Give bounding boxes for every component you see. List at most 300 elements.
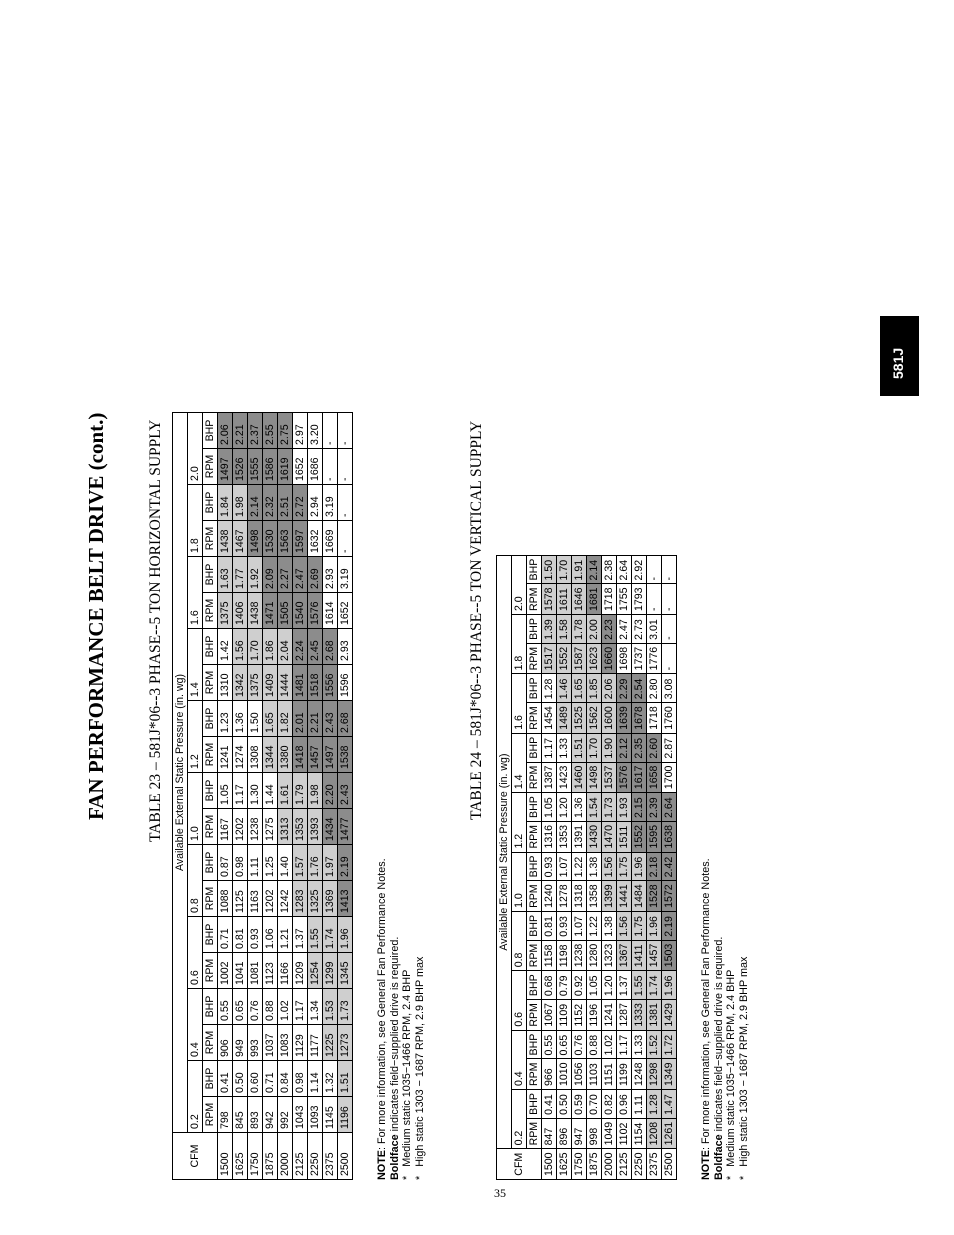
bhp-value: 2.35 — [632, 733, 647, 762]
pressure-header: 1.2 — [512, 793, 527, 852]
rpm-value: 1254 — [308, 953, 323, 989]
rpm-value: 1556 — [323, 665, 338, 701]
cfm-value: 2375 — [323, 1133, 338, 1180]
bhp-value: 2.43 — [323, 701, 338, 737]
bhp-value: - — [662, 615, 677, 644]
bhp-value: 1.20 — [602, 971, 617, 1000]
bhp-value: 0.98 — [233, 845, 248, 881]
pressure-group-header: Available External Static Pressure (in. wg) — [497, 555, 512, 1149]
rpm-value: 1638 — [662, 821, 677, 852]
rpm-value: 1429 — [662, 1000, 677, 1031]
bhp-value: 1.07 — [557, 852, 572, 881]
bhp-header: BHP — [527, 1030, 542, 1059]
bhp-value: 0.55 — [218, 989, 233, 1025]
bhp-value: 1.28 — [647, 1090, 662, 1119]
rpm-value: 1526 — [233, 449, 248, 485]
rpm-value: 1199 — [617, 1059, 632, 1090]
bhp-value: - — [323, 413, 338, 449]
rpm-value: 1639 — [617, 703, 632, 734]
bhp-value: 2.20 — [323, 773, 338, 809]
bhp-header: BHP — [203, 989, 218, 1025]
rpm-value: 1481 — [293, 665, 308, 701]
cfm-value: 2500 — [662, 1149, 677, 1180]
rpm-value: 1299 — [323, 953, 338, 989]
bhp-header: BHP — [527, 674, 542, 703]
note-line: NOTE: For more information, see General Fan Performance Notes. — [376, 858, 388, 1180]
bhp-value: 2.27 — [278, 557, 293, 593]
rpm-value: 1152 — [572, 1000, 587, 1031]
header-row-group — [497, 555, 512, 1179]
rpm-value: 1344 — [263, 737, 278, 773]
bhp-value: 1.76 — [308, 845, 323, 881]
rpm-value: 1470 — [602, 821, 617, 852]
rpm-value: 1518 — [308, 665, 323, 701]
pressure-header: 1.4 — [188, 629, 203, 701]
bhp-value: 0.76 — [248, 989, 263, 1025]
rpm-value: 1617 — [632, 762, 647, 793]
bhp-value: 2.45 — [308, 629, 323, 665]
table-23-notes — [376, 858, 426, 1180]
rpm-value: 1387 — [542, 762, 557, 793]
bhp-header: BHP — [203, 485, 218, 521]
bhp-value: 1.74 — [323, 917, 338, 953]
rpm-value: 1576 — [308, 593, 323, 629]
bhp-value: 2.47 — [617, 615, 632, 644]
rpm-header: RPM — [203, 953, 218, 989]
rpm-value: 1399 — [602, 881, 617, 912]
bhp-value: 2.51 — [278, 485, 293, 521]
cfm-header: CFM — [173, 1133, 218, 1180]
bhp-value: 1.17 — [233, 773, 248, 809]
rpm-value: - — [338, 521, 353, 557]
pressure-header: 2.0 — [512, 555, 527, 614]
rpm-value: 1669 — [323, 521, 338, 557]
rpm-value: 1562 — [587, 703, 602, 734]
rpm-value: 1587 — [572, 643, 587, 674]
bhp-value: 1.78 — [572, 615, 587, 644]
bhp-value: 1.70 — [557, 555, 572, 584]
rpm-value: 1102 — [617, 1118, 632, 1149]
bhp-value: 1.42 — [218, 629, 233, 665]
cfm-value: 2125 — [617, 1149, 632, 1180]
rpm-header: RPM — [527, 1059, 542, 1090]
bhp-value: 1.07 — [572, 911, 587, 940]
rpm-value: 1158 — [542, 940, 557, 971]
bhp-value: - — [338, 413, 353, 449]
rpm-value: 1511 — [617, 821, 632, 852]
rpm-value: 1167 — [218, 809, 233, 845]
rpm-header: RPM — [527, 643, 542, 674]
bhp-value: 0.79 — [557, 971, 572, 1000]
rpm-value: 1325 — [308, 881, 323, 917]
rpm-value: 1088 — [218, 881, 233, 917]
rpm-value: 1776 — [647, 643, 662, 674]
rpm-value: 1600 — [602, 703, 617, 734]
bhp-value: 1.17 — [617, 1030, 632, 1059]
bhp-value: 1.72 — [662, 1030, 677, 1059]
rpm-value: 1375 — [218, 593, 233, 629]
pressure-header: 1.6 — [188, 557, 203, 629]
rpm-value: 1489 — [557, 703, 572, 734]
rpm-value: 1576 — [617, 762, 632, 793]
bhp-value: 1.55 — [632, 971, 647, 1000]
high-static-line: * High static 1303 − 1687 RPM, 2.9 BHP max — [413, 956, 426, 1180]
pressure-header: 1.0 — [512, 852, 527, 911]
rpm-value: 1441 — [617, 881, 632, 912]
rpm-value: 1353 — [293, 809, 308, 845]
rpm-value: 1049 — [602, 1118, 617, 1149]
bhp-value: 1.73 — [338, 989, 353, 1025]
bhp-value: 1.47 — [662, 1090, 677, 1119]
table-row — [278, 413, 293, 1180]
table-row — [557, 555, 572, 1179]
rpm-header: RPM — [527, 881, 542, 912]
bhp-value: 1.54 — [587, 793, 602, 822]
rpm-value: 1528 — [647, 881, 662, 912]
rpm-header: RPM — [203, 881, 218, 917]
rpm-value: 1145 — [323, 1097, 338, 1133]
rpm-value: 1369 — [323, 881, 338, 917]
bhp-value: 0.93 — [248, 917, 263, 953]
rpm-value: 1681 — [587, 584, 602, 615]
bhp-value: 2.19 — [338, 845, 353, 881]
fan-performance-table-horizontal — [172, 412, 353, 1180]
table-row — [662, 555, 677, 1179]
bhp-value: 0.81 — [233, 917, 248, 953]
bhp-value: 1.56 — [617, 911, 632, 940]
rpm-value: 1572 — [662, 881, 677, 912]
table-row — [617, 555, 632, 1179]
bhp-value: 1.73 — [602, 793, 617, 822]
bhp-value: 0.41 — [542, 1090, 557, 1119]
table-row — [263, 413, 278, 1180]
table-24-wrapper — [496, 555, 677, 1180]
rpm-value: 1454 — [542, 703, 557, 734]
bhp-header: BHP — [203, 1061, 218, 1097]
rpm-value: 1595 — [647, 821, 662, 852]
rpm-value: 1154 — [632, 1118, 647, 1149]
rpm-value: 1283 — [293, 881, 308, 917]
cfm-value: 2000 — [278, 1133, 293, 1180]
rpm-value: 1646 — [572, 584, 587, 615]
pressure-header: 0.4 — [188, 989, 203, 1061]
pressure-header: 0.8 — [512, 911, 527, 970]
rpm-value: 845 — [233, 1097, 248, 1133]
bhp-value: 2.68 — [323, 629, 338, 665]
bhp-value: 2.72 — [293, 485, 308, 521]
bhp-header: BHP — [527, 911, 542, 940]
bhp-value: 1.50 — [542, 555, 557, 584]
bhp-value: 0.96 — [617, 1090, 632, 1119]
boldface-line: Boldface indicates field−supplied drive is required. — [712, 936, 725, 1180]
cfm-value: 1750 — [248, 1133, 263, 1180]
table-23-wrapper — [172, 412, 353, 1180]
table-24-title: TABLE 24 – 581J*06--3 PHASE--5 TON VERTICAL SUPPLY — [468, 420, 485, 820]
pressure-header: 1.4 — [512, 733, 527, 792]
rpm-value: 1278 — [557, 881, 572, 912]
rpm-value: - — [662, 643, 677, 674]
bhp-value: 0.98 — [293, 1061, 308, 1097]
cfm-value: 1625 — [233, 1133, 248, 1180]
bhp-value: 1.30 — [248, 773, 263, 809]
rpm-value: - — [338, 449, 353, 485]
bhp-value: 2.21 — [308, 701, 323, 737]
rpm-value: 1274 — [233, 737, 248, 773]
rpm-value: 1067 — [542, 1000, 557, 1031]
rpm-header: RPM — [527, 703, 542, 734]
rpm-value: 1381 — [647, 1000, 662, 1031]
rpm-value: 1313 — [278, 809, 293, 845]
rpm-value: 1457 — [647, 940, 662, 971]
rpm-value: 1457 — [308, 737, 323, 773]
rpm-value: 1240 — [542, 881, 557, 912]
bhp-value: 2.42 — [662, 852, 677, 881]
table-row — [338, 413, 353, 1180]
rpm-value: 1202 — [233, 809, 248, 845]
bhp-value: 2.69 — [308, 557, 323, 593]
table-row — [323, 413, 338, 1180]
rpm-value: 1081 — [248, 953, 263, 989]
rpm-value: 1498 — [587, 762, 602, 793]
bhp-value: 1.79 — [293, 773, 308, 809]
bhp-value: 1.75 — [617, 852, 632, 881]
table-24-notes — [700, 858, 750, 1180]
rpm-value: 1002 — [218, 953, 233, 989]
bhp-value: 0.60 — [248, 1061, 263, 1097]
bhp-value: 1.14 — [308, 1061, 323, 1097]
bhp-value: 1.37 — [617, 971, 632, 1000]
table-row — [308, 413, 323, 1180]
bhp-header: BHP — [527, 615, 542, 644]
rpm-value: 1342 — [233, 665, 248, 701]
bhp-value: 2.64 — [617, 555, 632, 584]
cfm-value: 1875 — [587, 1149, 602, 1180]
rpm-value: 1375 — [248, 665, 263, 701]
fan-performance-table-vertical — [496, 555, 677, 1180]
rpm-value: 1498 — [248, 521, 263, 557]
bhp-value: 0.93 — [557, 911, 572, 940]
rpm-value: 1537 — [602, 762, 617, 793]
cfm-value: 1875 — [263, 1133, 278, 1180]
cfm-value: 2250 — [308, 1133, 323, 1180]
rpm-value: 1056 — [572, 1059, 587, 1090]
rpm-value: 1349 — [662, 1059, 677, 1090]
rpm-value: 1718 — [602, 584, 617, 615]
rpm-value: 1298 — [647, 1059, 662, 1090]
rpm-value: 1123 — [263, 953, 278, 989]
note-line: NOTE: For more information, see General Fan Performance Notes. — [700, 858, 712, 1180]
bhp-value: 3.01 — [647, 615, 662, 644]
rpm-value: 1353 — [557, 821, 572, 852]
pressure-header: 1.0 — [188, 773, 203, 845]
rpm-value: 1538 — [338, 737, 353, 773]
bhp-value: 1.38 — [587, 852, 602, 881]
bhp-value: 2.80 — [647, 674, 662, 703]
rpm-value: 1043 — [293, 1097, 308, 1133]
bhp-value: 2.60 — [647, 733, 662, 762]
bhp-value: 2.09 — [263, 557, 278, 593]
rpm-header: RPM — [527, 821, 542, 852]
rpm-value: 1438 — [248, 593, 263, 629]
bhp-value: 2.06 — [602, 674, 617, 703]
cfm-value: 1750 — [572, 1149, 587, 1180]
rpm-header: RPM — [203, 449, 218, 485]
bhp-value: 2.93 — [338, 629, 353, 665]
boldface-line: Boldface indicates field−supplied drive is required. — [388, 936, 401, 1180]
rpm-header: RPM — [527, 584, 542, 615]
rpm-value: 1196 — [338, 1097, 353, 1133]
bhp-value: 2.23 — [602, 615, 617, 644]
bhp-value: 1.86 — [263, 629, 278, 665]
header-row-group — [173, 413, 188, 1180]
rpm-value: 1497 — [218, 449, 233, 485]
bhp-value: 1.39 — [542, 615, 557, 644]
pressure-header: 0.4 — [512, 1030, 527, 1089]
pressure-group-header: Available External Static Pressure (in. wg) — [173, 413, 188, 1133]
rpm-value: 992 — [278, 1097, 293, 1133]
rpm-value: 1517 — [542, 643, 557, 674]
rpm-value: 1484 — [632, 881, 647, 912]
table-row — [248, 413, 263, 1180]
bhp-value: 2.68 — [338, 701, 353, 737]
bhp-value: 1.11 — [248, 845, 263, 881]
bhp-value: - — [338, 485, 353, 521]
bhp-value: 1.97 — [323, 845, 338, 881]
bhp-value: 2.12 — [617, 733, 632, 762]
bhp-header: BHP — [203, 557, 218, 593]
pressure-header: 1.2 — [188, 701, 203, 773]
rpm-value: 1041 — [233, 953, 248, 989]
rpm-value: 1242 — [278, 881, 293, 917]
rpm-value: 1658 — [647, 762, 662, 793]
bhp-value: 0.81 — [542, 911, 557, 940]
bhp-value: 1.90 — [602, 733, 617, 762]
bhp-value: 2.19 — [662, 911, 677, 940]
rpm-value: 1660 — [602, 643, 617, 674]
bhp-value: 1.74 — [647, 971, 662, 1000]
rpm-value: 906 — [218, 1025, 233, 1061]
rpm-value: 1460 — [572, 762, 587, 793]
bhp-value: 1.77 — [233, 557, 248, 593]
rpm-value: 966 — [542, 1059, 557, 1090]
rpm-value: 1280 — [587, 940, 602, 971]
bhp-value: 1.17 — [293, 989, 308, 1025]
rpm-value: 1316 — [542, 821, 557, 852]
bhp-value: 1.32 — [323, 1061, 338, 1097]
table-row — [647, 555, 662, 1179]
rpm-value: 1552 — [557, 643, 572, 674]
bhp-value: 2.29 — [617, 674, 632, 703]
rpm-value: 1208 — [647, 1118, 662, 1149]
bhp-value: 2.55 — [263, 413, 278, 449]
rpm-value: - — [323, 449, 338, 485]
rpm-value: 1367 — [617, 940, 632, 971]
rpm-value: 1129 — [293, 1025, 308, 1061]
rpm-value: 1597 — [293, 521, 308, 557]
pressure-header: 1.6 — [512, 674, 527, 733]
rpm-value: 947 — [572, 1118, 587, 1149]
table-row — [218, 413, 233, 1180]
rpm-value: 1261 — [662, 1118, 677, 1149]
bhp-value: 2.14 — [587, 555, 602, 584]
table-row — [632, 555, 647, 1179]
bhp-value: 2.43 — [338, 773, 353, 809]
rpm-value: 998 — [587, 1118, 602, 1149]
bhp-value: 1.65 — [572, 674, 587, 703]
bhp-header: BHP — [203, 845, 218, 881]
rpm-value: 1503 — [662, 940, 677, 971]
rpm-value: 1755 — [617, 584, 632, 615]
pressure-header: 0.8 — [188, 845, 203, 917]
rpm-value: 1198 — [557, 940, 572, 971]
bhp-value: 2.64 — [662, 793, 677, 822]
bhp-value: 0.65 — [557, 1030, 572, 1059]
bhp-value: 3.20 — [308, 413, 323, 449]
cfm-value: 2000 — [602, 1149, 617, 1180]
rpm-value: 942 — [263, 1097, 278, 1133]
cfm-value: 2125 — [293, 1133, 308, 1180]
rpm-value: 1358 — [587, 881, 602, 912]
pressure-header: 0.2 — [512, 1090, 527, 1149]
bhp-value: 1.82 — [278, 701, 293, 737]
rpm-value: 1151 — [602, 1059, 617, 1090]
bhp-value: 1.05 — [542, 793, 557, 822]
bhp-value: 2.32 — [263, 485, 278, 521]
rpm-value: 1125 — [233, 881, 248, 917]
cfm-value: 1625 — [557, 1149, 572, 1180]
bhp-value: 3.19 — [323, 485, 338, 521]
bhp-value: 0.68 — [542, 971, 557, 1000]
bhp-value: 1.98 — [233, 485, 248, 521]
model-badge-label: 581J — [890, 347, 906, 379]
rpm-value: 1686 — [308, 449, 323, 485]
bhp-value: 3.19 — [338, 557, 353, 593]
bhp-value: 1.25 — [263, 845, 278, 881]
bhp-header: BHP — [527, 555, 542, 584]
bhp-value: 1.44 — [263, 773, 278, 809]
bhp-value: 1.56 — [602, 852, 617, 881]
rpm-value: 1652 — [293, 449, 308, 485]
bhp-value: 2.97 — [293, 413, 308, 449]
header-row-pressures — [188, 413, 203, 1180]
rpm-value: 1423 — [557, 762, 572, 793]
rpm-value: 798 — [218, 1097, 233, 1133]
rpm-value: 1275 — [263, 809, 278, 845]
rpm-value: 1438 — [218, 521, 233, 557]
bhp-value: 1.11 — [632, 1090, 647, 1119]
bhp-value: 1.23 — [218, 701, 233, 737]
bhp-value: 0.41 — [218, 1061, 233, 1097]
medium-static-line: * Medium static 1035−1466 RPM, 2.4 BHP — [401, 969, 413, 1180]
table-row — [587, 555, 602, 1179]
rpm-header: RPM — [203, 521, 218, 557]
rpm-value: 1345 — [338, 953, 353, 989]
rpm-value: 1103 — [587, 1059, 602, 1090]
rpm-value: 1700 — [662, 762, 677, 793]
bhp-value: 1.92 — [248, 557, 263, 593]
header-row-units — [203, 413, 218, 1180]
bhp-value: 0.84 — [278, 1061, 293, 1097]
rpm-header: RPM — [203, 1097, 218, 1133]
rpm-value: 1380 — [278, 737, 293, 773]
bhp-value: 2.92 — [632, 555, 647, 584]
rpm-value: 1083 — [278, 1025, 293, 1061]
rpm-value: 1623 — [587, 643, 602, 674]
bhp-value: 2.18 — [647, 852, 662, 881]
rpm-value: 1471 — [263, 593, 278, 629]
rpm-value: 1241 — [218, 737, 233, 773]
bhp-value: 1.56 — [233, 629, 248, 665]
